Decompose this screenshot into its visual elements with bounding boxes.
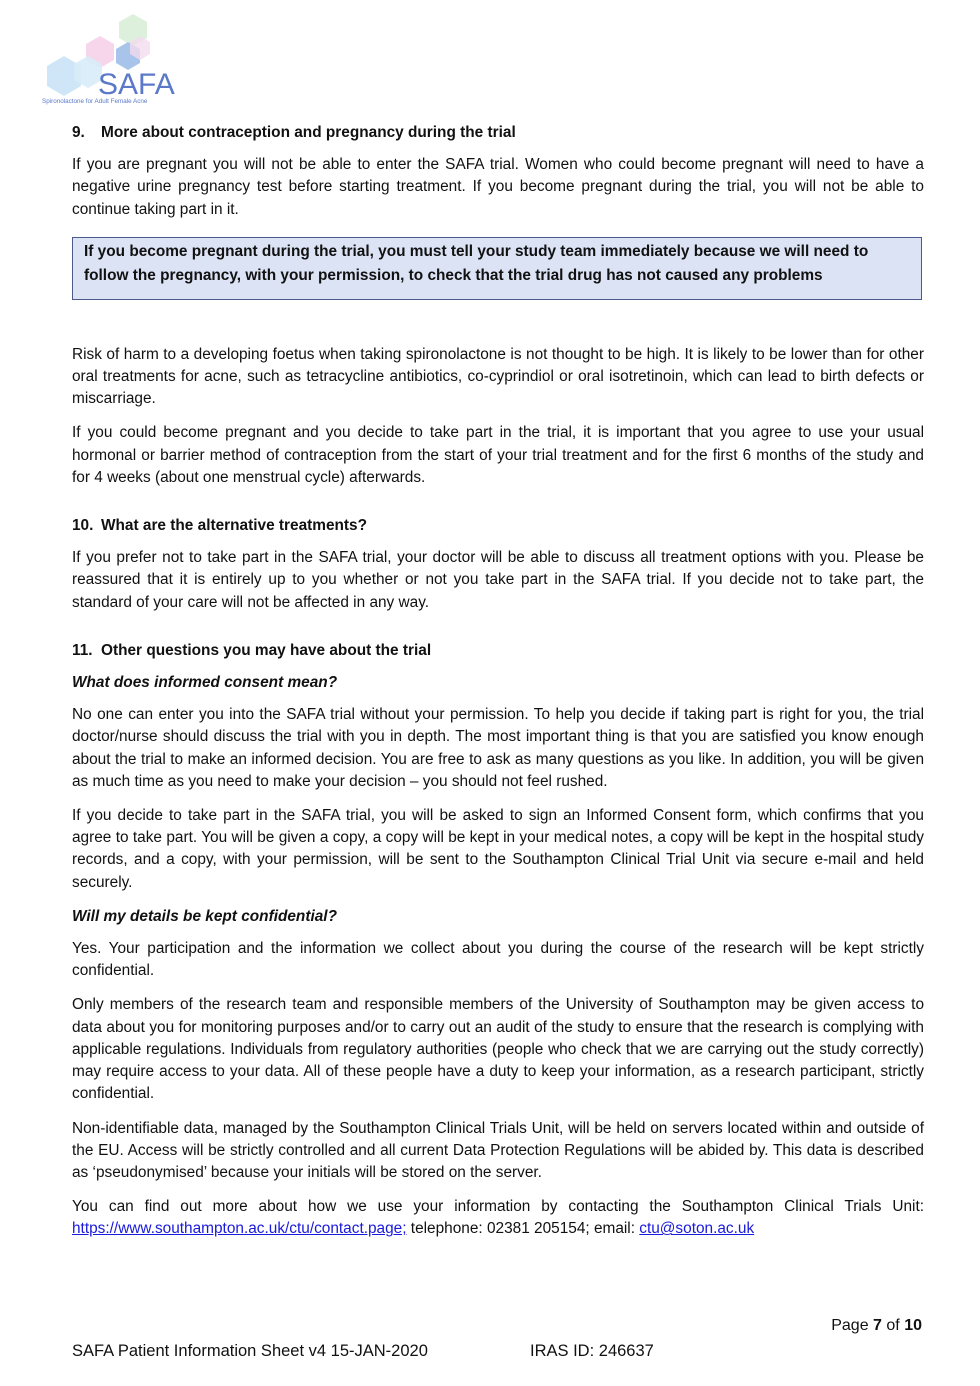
section-title: Other questions you may have about the trial <box>101 641 432 659</box>
paragraph: If you are pregnant you will not be able to enter the SAFA trial. Women who could become pregnant will need to have a negative urine pregnancy test before starting treatment. If you become pregnant during the trial, you will not be able to continue taking part in it. <box>72 156 924 218</box>
paragraph: If you prefer not to take part in the SAFA trial, your doctor will be able to discuss all treatment options with you. Please be reassured that it is entirely up to you whether or not you take part in the SAFA trial. If you decide not to take part, the standard of your care will not be affected in any way. <box>72 549 924 611</box>
paragraph: Only members of the research team and responsible members of the University of Southampton may be given access to data about you for monitoring purposes and/or to carry out an audit of the study to ensure that the research is complying with applicable regulations. Individuals from regulatory authorities (people who check that we are carrying out the study correctly) may require access to your data. All of these people have a duty to keep your information, as a research participant, strictly confidential. <box>72 996 924 1103</box>
subheading-confidential: Will my details be kept confidential? <box>72 907 337 925</box>
paragraph: If you could become pregnant and you decide to take part in the trial, it is important that you agree to use your usual hormonal or barrier method of contraception from the start of your trial treatment and for the first 6 months of the study and for 4 weeks (about one menstrual cycle) afterwards. <box>72 424 924 486</box>
footer <box>72 1342 654 1361</box>
contact-paragraph <box>72 1196 924 1240</box>
ctu-email-link[interactable]: ctu@soton.ac.uk <box>639 1220 755 1238</box>
section-number: 10. <box>72 517 94 535</box>
section-number: 11. <box>72 641 93 659</box>
paragraph: Non-identifiable data, managed by the Southampton Clinical Trials Unit, will be held on servers located within and outside of the EU. Access will be strictly controlled and all current Data Protection Regulations will be abided by. This data is described as ‘pseudonymised’ because your initials will be stored on the server. <box>72 1119 924 1181</box>
document-body <box>72 122 924 1253</box>
page-total: 10 <box>904 1317 922 1334</box>
pregnancy-notice-box: If you become pregnant during the trial, you must tell your study team immediately because we will need to follow the pregnancy, with your permission, to check that the trial drug has not caused any problems <box>72 237 922 300</box>
paragraph: Risk of harm to a developing foetus when taking spironolactone is not thought to be high. It is likely to be lower than for other oral treatments for acne, such as tetracycline antibiotics, co-cyprindiol or oral isotretinoin, which can lead to birth defects or miscarriage. <box>72 345 924 408</box>
paragraph: Yes. Your participation and the information we collect about you during the course of the research will be kept strictly confidential. <box>72 940 924 980</box>
footer-iras-id: IRAS ID: 246637 <box>530 1342 654 1360</box>
logo-tagline: Spironolactone for Adult Female Acne <box>42 98 148 105</box>
section-title: More about contraception and pregnancy during the trial <box>101 124 516 141</box>
page-current: 7 <box>873 1317 882 1334</box>
page-of: of <box>886 1317 900 1334</box>
contact-telephone: telephone: 02381 205154; email: <box>406 1220 640 1238</box>
logo-text: SAFA <box>98 68 175 101</box>
ctu-contact-link[interactable]: https://www.southampton.ac.uk/ctu/contact.page; <box>72 1220 407 1238</box>
paragraph: If you decide to take part in the SAFA trial, you will be asked to sign an Informed Consent form, which confirms that you agree to take part. You will be given a copy, a copy will be kept in your medical notes, a copy will be kept in the hospital study records, and a copy, with your permission, will be sent to the Southampton Clinical Trial Unit via secure e-mail and held securely. <box>72 807 924 891</box>
section-number: 9. <box>72 124 85 141</box>
contact-intro: You can find out more about how we use your information by contacting the Southampton Clinical Trials Unit: <box>72 1198 924 1216</box>
subheading-informed-consent: What does informed consent mean? <box>72 674 338 692</box>
page-number <box>831 1317 922 1335</box>
footer-document-title: SAFA Patient Information Sheet v4 15-JAN-2020 <box>72 1342 428 1360</box>
safa-logo <box>36 14 186 106</box>
section-9-heading <box>72 122 924 144</box>
section-11-heading <box>72 640 924 662</box>
section-title: What are the alternative treatments? <box>101 517 367 535</box>
section-10-heading <box>72 515 924 537</box>
page-label: Page <box>831 1317 869 1334</box>
paragraph: No one can enter you into the SAFA trial without your permission. To help you decide if taking part is right for you, the trial doctor/nurse should discuss the trial with you in depth. The most important thing is that you are satisfied you know enough about the trial to make an informed decision. You are free to ask as many questions as you like. In addition, you will be given as much time as you need to make your decision – you should not feel rushed. <box>72 706 924 790</box>
